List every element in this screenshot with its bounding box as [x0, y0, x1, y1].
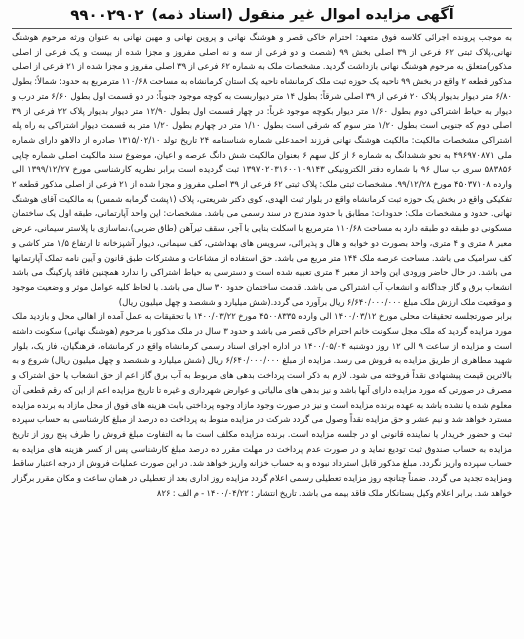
notice-number: ۹۹۰۰۲۹۰۲	[70, 6, 144, 24]
header-divider	[12, 28, 512, 29]
notice-header	[10, 4, 514, 28]
notice-paragraph-auction-terms: برابر صورتجلسه تحقیقات محلی مورخ ۱۴۰۰/۰۳/۱۲ الی وارده ۴۵۰۰۸۳۳۵ مورخ ۱۴۰۰/۰۳/۲۲ با تحقیقات به عمل آمده از اهالی محل و بازدید ملک مورد مزایده گردید که ملک مجل سکونت خانم احترام خاکی قصر می باشد و حدود ۳ سال در ملک مذکور با مرحوم (هوشنگ نهانی) سکونت داشته است و مزایده از ساعت ۹ الی ۱۲ روز دوشنبه ۱۴۰۰/۰۵/۰۴ در اداره اجرای اسناد رسمی کرمانشاه واقع در کرمانشاه، فرهنگیان، فاز یک، بلوار شهید مطاهری از طریق مزایده به فروش می رسد. مزایده از مبلغ ۶/۶۴۰/۰۰۰/۰۰۰ ریال (شش میلیارد و ششصد و چهل میلیون ریال) شروع و به بالاترین قیمت پیشنهادی نقداً فروخته می شود. لازم به ذکر است پرداخت بدهی های مربوط به آب برق گاز اعم از حق انشعاب یا حق اشتراک و مصرف در صورتی که مورد مزایده دارای آنها باشد و نیز بدهی های مالیاتی و عوارض شهرداری و غیره تا تاریخ مزایده اعم از این که رقم قطعی آن معلوم شده یا نشده باشد به عهده برنده مزایده است و نیز در صورت وجود مازاد وجوه پرداختی بابت هزینه های فوق از محل مازاد به برنده مزایده مسترد خواهد شد و نیم عشر و حق مزایده نقداً وصول می گردد شرکت در مزایده منوط به پرداخت ده درصد از مبلغ کارشناسی به حساب سپرده ثبت و حضور خریدار یا نماینده قانونی او در جلسه مزایده است. برنده مزایده مکلف است ما به التفاوت مبلغ فروش را ظرف پنج روز از تاریخ مزایده به حساب صندوق ثبت تودیع نماید و در صورت عدم پرداخت در مهلت مقرر ده درصد مبلغ کارشناسی پس از کسر هزینه های مزایده به حساب سپرده واریز نگردد. مبلغ مذکور قابل استرداد نبوده و به حساب خزانه واریز خواهد شد. در این صورت عملیات فروش از درجه اعتبار ساقط ومزایده تجدید می گردد. ضمناً چنانچه روز مزایده تعطیلی رسمی اعلام گردد مزایده روز اداری بعد از تعطیلی در همان ساعت و مکان مقرر برگزار خواهد شد. برابر اعلام وکیل بستانکار ملک فاقد بیمه می باشد. تاریخ انتشار : ۱۴۰۰/۰۴/۲۲ - م الف : ۸۲۶	[12, 312, 513, 499]
notice-title: آگهی مزایده اموال غیر منقول (اسناد ذمه)	[151, 7, 454, 23]
notice-paragraph-property: به موجب پرونده اجرائی کلاسه فوق متعهد: احترام خاکی قصر و هوشنگ نهانی و پروین نهانی و مهین نهانی به عنوان ورثه مرحوم هوشنگ نهانی،پلاک ثبتی ۶۲ فرعی از ۳۹ اصلی بخش ۹۹ (شصت و دو فرعی از سه و نه اصلی مفروز و مجزا شده از بیست و یک فرعی از اصلی مذکور)متعلق به مرحوم هوشنگ نهانی بازداشت گردید. مشخصات ملک به شماره ۶۲ فرعی از ۳۹ اصلی مفروز و مجزا شده از ۲۱ فرعی از اصلی مذکور قطعه ۲ واقع در بخش ۹۹ ناحیه یک حوزه ثبت ملک کرمانشاه ناحیه یک استان کرمانشاه به مساحت ۱۱۰/۶۸ مترمربع به حدود: شمالاً: بطول ۶/۸۰ متر دیوار بدیوار پلاک ۲۰ فرعی از ۳۹ اصلی شرقاً: بطول ۱۴ متر دیواربست به کوچه موجود جنوباً: در دو قسمت اول بطول ۶/۶۰ متر درب و دیوار به حیاط اشتراکی دوم بطول ۱/۶۰ متر دیوار بکوچه موجود غرباً: در چهار قسمت اول بطول ۱۲/۹۰ متر دیوار بدیوار پلاک ۲۲ فرعی از ۳۹ اصلی دوم که جنوبی است بطول ۱/۲۰ متر سوم که شرقی است بطول ۱/۱۰ متر در چهارم بطول ۱/۲۰ متر به قسمت دیوار اشتراکی به راه پله اشتراکی مشخصات مالکیت: مالکیت هوشنگ نهانی فرزند احمدعلی شماره شناسنامه ۲۴ تاریخ تولد ۱۳۱۵/۰۲/۱۰ صادره از دالاهو دارای شماره ملی ۴۹۶۹۷۰۸۷۱ به نحو ششدانگ به شماره ۶ از کل سهم ۶ بعنوان مالکیت شش دانگ عرصه و اعیان، موضوع سند مالکیت اصلی شماره چاپی ۵۸۳۸۵۶ سری ب سال ۹۶ با شماره دفتر الکترونیکی ۱۳۹۷۰۲۰۳۱۶۰۰۱۰۹۱۴۳ ثبت گردیده است برابر نظریه کارشناسی مورخ ۱۳۹۹/۱۲/۲۷ الی وارده ۴۵۰۳۷۱۰۸ مورخ ۹۹/۱۲/۲۸. مشخصات ثبتی ملک: پلاک ثبتی ۶۲ فرعی از ۳۹ اصلی مفروز و مجزا شده از ۲۱ فرعی از اصلی مذکور قطعه ۲ تفکیکی واقع در بخش یک حوزه ثبت کرمانشاه واقع در بلوار ثبت الهدی، کوی دکتر شریعتی، پلاک (۱پشت گرمابه شمس) به مالکیت آقای هوشنگ نهانی. حدود و مشخصات ملک: حدودات: مطابق با حدود مندرج در سند رسمی می باشد. مشخصات: این واحد آپارتمانی، طبقه اول یک ساختمان مسکونی دو طبقه دو طبقه دارد به مساحت ۱۱۰/۶۸ مترمربع با اسکلت بنایی با آجر، سقف تیرآهن (طاق ضربی)،نماسازی با پلاستر سیمانی، عرض معبر ۸ متری و ۴ متری، واحد بصورت دو خوابه و هال و پذیرائی، سرویس های بهداشتی، کف سیمانی، دیوار آشپزخانه تا ارتفاع ۱/۵ متر کاشی و کف سرامیک می باشد. مساحت عرصه ملک ۱۴۴ متر مربع می باشد. حق استفاده از مشاعات و مشترکات طبق قانون و آیین نامه تملک آپارتمانها می باشد. در حال حاضر ورودی این واحد از معبر ۴ متری تعبیه شده است و دسترسی به حیاط اشتراکی را ندارد همچنین فاقد پارکینگ می باشد انشعاب برق و گاز جداگانه و انشعاب آب اشتراکی می باشد. قدمت ساختمان حدود ۳۰ سال می باشد. با لحاظ کلیه عوامل موثر و وضعیت موجود و موقعیت ملک ارزش ملک مبلغ ۶/۶۴۰/۰۰۰/۰۰۰ ریال برآورد می گردد.(شش میلیارد و ششصد و چهل میلیون ریال)	[12, 33, 513, 308]
notice-body	[10, 31, 514, 502]
